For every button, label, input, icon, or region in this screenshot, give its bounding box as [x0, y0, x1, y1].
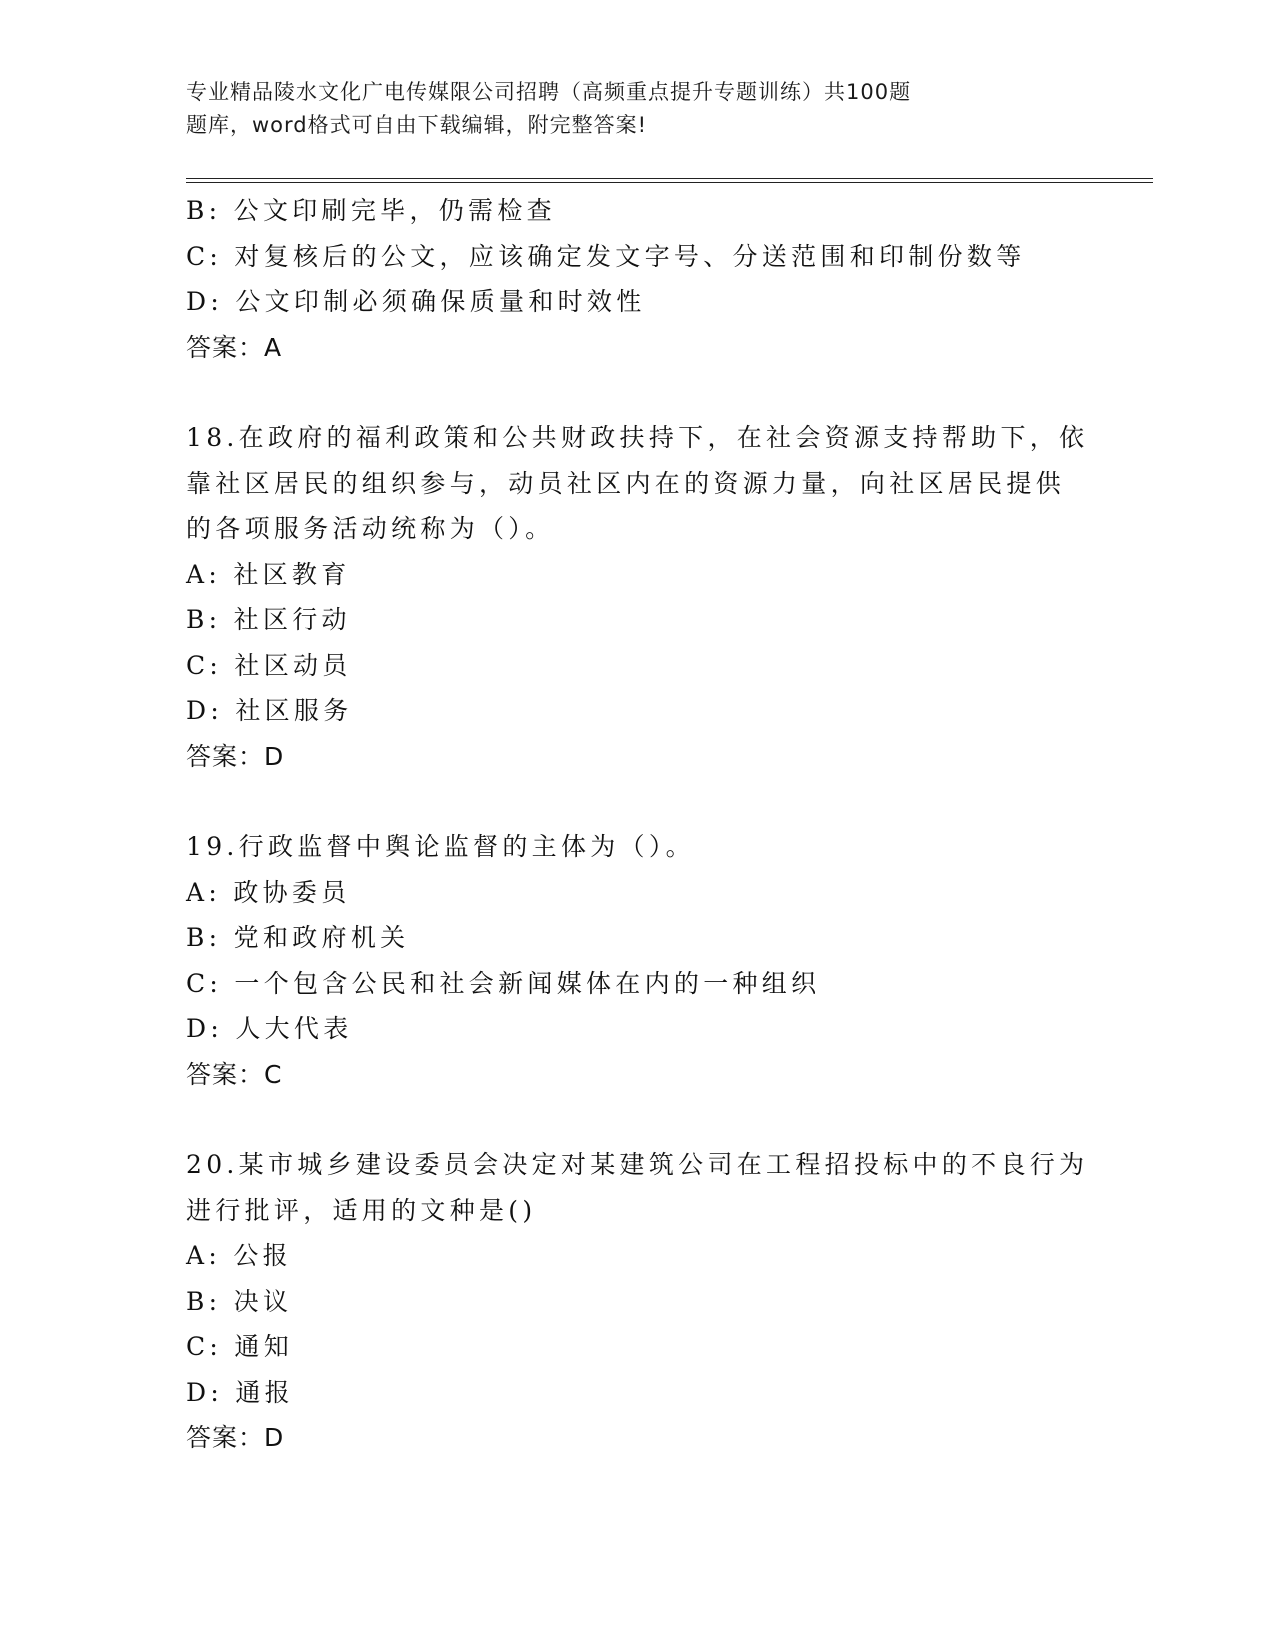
question-stem: 19.行政监督中舆论监督的主体为（）。: [186, 832, 695, 861]
question-stem: 进行批评，适用的文种是(): [186, 1195, 537, 1225]
header-divider-bottom: [186, 182, 1153, 183]
header-title-line2: 题库，word格式可自由下载编辑，附完整答案!: [186, 113, 648, 137]
question-19: [186, 824, 1146, 1097]
answer: 答案：D: [186, 1423, 285, 1452]
option-c: C: 一个包含公民和社会新闻媒体在内的一种组织: [186, 968, 821, 998]
option-b: B: 公文印刷完毕，仍需检查: [186, 196, 556, 225]
question-20: [186, 1142, 1146, 1461]
option-b: B: 决议: [186, 1286, 293, 1316]
question-stem: 的各项服务活动统称为（）。: [186, 514, 555, 543]
option-c: C: 社区动员: [186, 650, 352, 680]
option-b: B: 社区行动: [186, 605, 351, 634]
option-b: B: 党和政府机关: [186, 923, 410, 952]
header-title-line1: 专业精品陵水文化广电传媒限公司招聘（高频重点提升专题训练）共100题: [186, 80, 912, 104]
option-c: C: 对复核后的公文，应该确定发文字号、分送范围和印制份数等: [186, 241, 1026, 271]
document-header: [186, 76, 1006, 142]
option-a: A: 公报: [186, 1241, 292, 1270]
option-d: D: 人大代表: [186, 1014, 353, 1043]
question-stem: 20.某市城乡建设委员会决定对某建筑公司在工程招投标中的不良行为: [186, 1150, 1089, 1179]
answer: 答案：C: [186, 1059, 283, 1089]
answer: 答案：A: [186, 332, 283, 362]
option-a: A: 社区教育: [186, 559, 351, 589]
question-17-tail: [186, 188, 1146, 370]
answer: 答案：D: [186, 741, 285, 771]
question-list: [186, 188, 1146, 1461]
header-divider-top: [186, 178, 1153, 179]
option-d: D: 社区服务: [186, 696, 353, 725]
option-d: D: 公文印制必须确保质量和时效性: [186, 287, 646, 316]
question-18: [186, 415, 1146, 779]
option-a: A: 政协委员: [186, 877, 351, 907]
option-c: C: 通知: [186, 1332, 293, 1361]
question-stem: 靠社区居民的组织参与，动员社区内在的资源力量，向社区居民提供: [186, 468, 1066, 498]
option-d: D: 通报: [186, 1377, 294, 1407]
question-stem: 18.在政府的福利政策和公共财政扶持下，在社会资源支持帮助下，依: [186, 423, 1089, 452]
